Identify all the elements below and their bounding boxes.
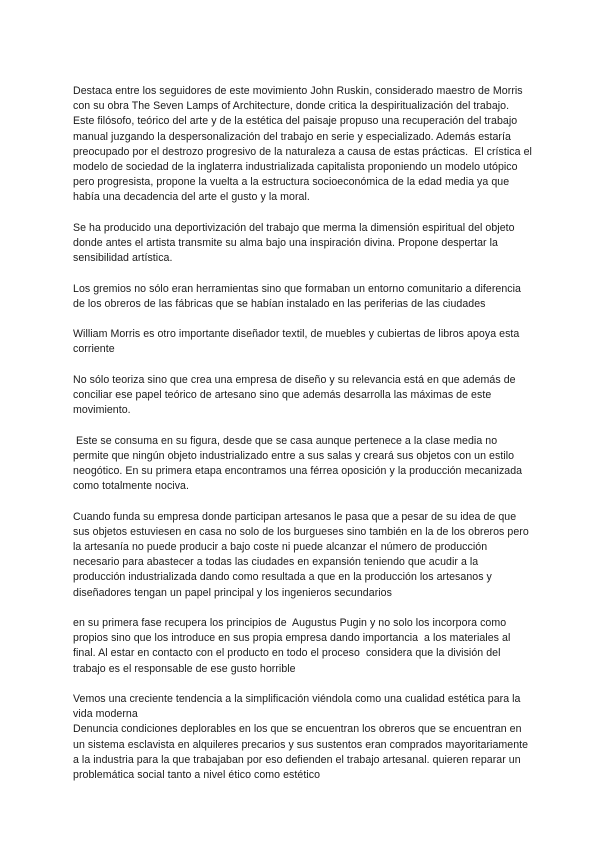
paragraph-william-morris: William Morris es otro importante diseñador textil, de muebles y cubiertas de libros apoya esta corriente <box>73 328 523 356</box>
paragraph-figura: Este se consuma en su figura, desde que se casa aunque pertenece a la clase media no permite que ningún objeto industrializado entre a sus salas y creará sus objetos con un estilo neogótico. En su primera etapa encontramos una férrea oposición y la producción mecanizada como totalmente nociva. <box>73 434 526 493</box>
paragraph-simplificacion: Vemos una creciente tendencia a la simplificación viéndola como una cualidad estética para la vida moderna <box>73 693 524 721</box>
paragraph-gremios: Los gremios no sólo eran herramientas sino que formaban un entorno comunitario a diferencia de los obreros de las fábricas que se habían instalado en las periferias de las ciudades <box>73 282 524 310</box>
paragraph-pugin: en su primera fase recupera los principios de Augustus Pugin y no solo los incorpora como propios sino que los introduce en sus propia empresa dando importancia a los materiales al final. Al estar en contacto con el producto en todo el proceso considera que la división del trabajo es el responsable de ese gusto horrible <box>73 617 514 675</box>
document-page <box>73 84 533 798</box>
paragraph-denuncia: Denuncia condiciones deplorables en los que se encuentran los obreros que se encuentran en un sistema esclavista en alquileres precarios y sus sustentos eran comprados mayoritariamente a la industria para la que trabajaban por eso defienden el trabajo artesanal. quieren reparar un problemática social tanto a nivel ético como estético <box>73 723 532 782</box>
paragraph-funda-empresa: Cuando funda su empresa donde participan artesanos le pasa que a pesar de su idea de que sus objetos estuviesen en casa no solo de los burgueses sino también en la de los obreros pero la artesanía no puede producir a bajo coste ni puede alcanzar el número de producción necesario para abastecer a todas las ciudades en expansión teniendo que acudir a la producción industrializada dando como resultada a que en la producción los artesanos y diseñadores tengan un papel principal y los ingenieros secundarios <box>73 510 532 599</box>
paragraph-deportivizacion: Se ha producido una deportivización del trabajo que merma la dimensión espiritual del objeto donde antes el artista transmite su alma bajo una inspiración divina. Propone despertar la sensibilidad artística. <box>73 221 518 265</box>
paragraph-ruskin: Destaca entre los seguidores de este movimiento John Ruskin, considerado maestro de Morris con su obra The Seven Lamps of Architecture, donde critica la despiritualización del trabajo. Este filósofo, teórico del arte y de la estética del paisaje propuso una recuperación del trabajo manual juzgando la despersonalización del trabajo en serie y especializado. Además estaría preocupado por el destrozo progresivo de la naturaleza a causa de estas prácticas. El crística el modelo de sociedad de la inglaterra industrializada capitalista proponiendo un modelo utópico pero progresista, propone la vuelta a la estructura socioeconómica de la edad media ya que había una decadencia del arte el gusto y la moral. <box>73 85 535 204</box>
paragraph-empresa-diseno: No sólo teoriza sino que crea una empresa de diseño y su relevancia está en que además de conciliar ese papel teórico de artesano sino que además desarrolla las máximas de este movimiento. <box>73 373 519 417</box>
